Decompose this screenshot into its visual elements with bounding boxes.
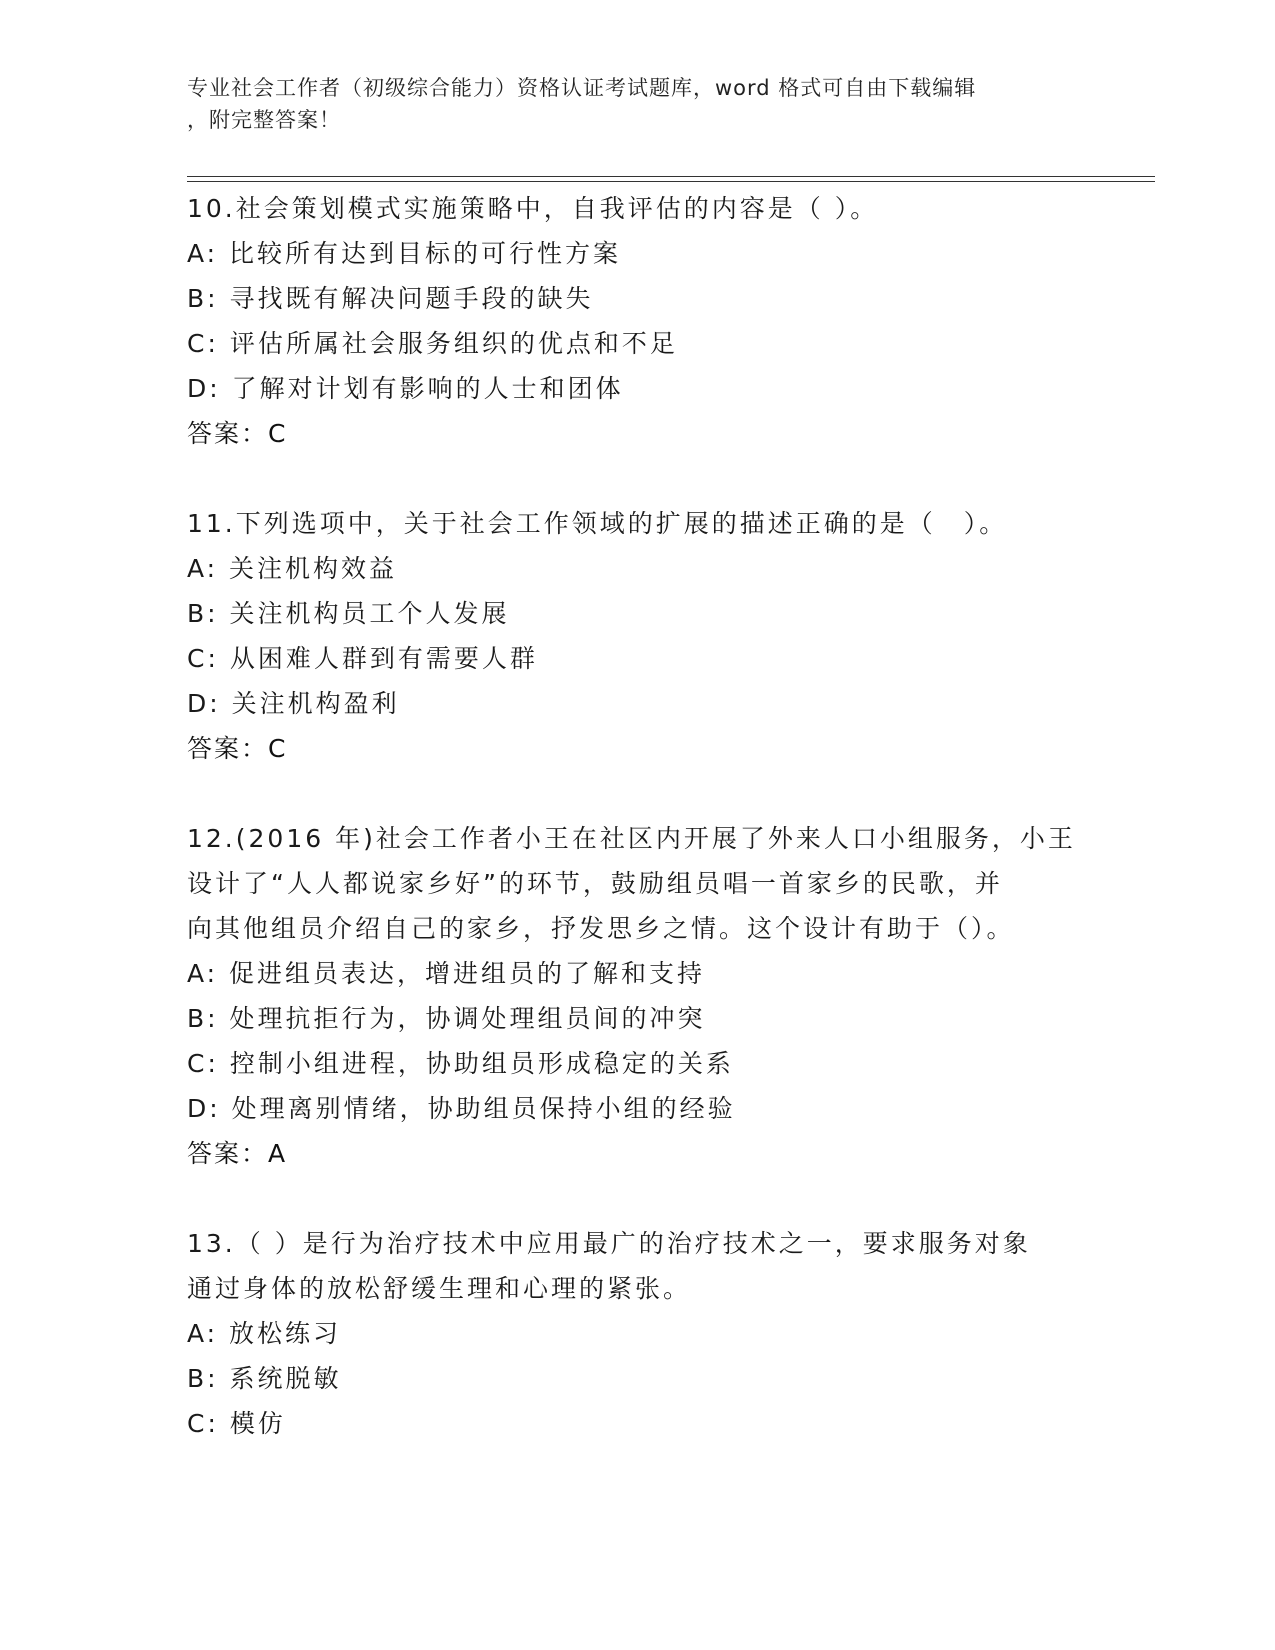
option-c: C: 模仿 <box>187 1409 286 1438</box>
option-c: C: 评估所属社会服务组织的优点和不足 <box>187 329 678 358</box>
question-stem-line-2: 通过身体的放松舒缓生理和心理的紧张。 <box>187 1274 692 1303</box>
option-b: B: 系统脱敏 <box>187 1364 342 1393</box>
answer: 答案：C <box>187 419 288 448</box>
answer: 答案：C <box>187 734 288 763</box>
option-d: D: 了解对计划有影响的人士和团体 <box>187 374 624 403</box>
option-a: A: 关注机构效益 <box>187 554 398 583</box>
header-title-line-1: 专业社会工作者（初级综合能力）资格认证考试题库，word 格式可自由下载编辑 <box>187 76 977 100</box>
option-b: B: 处理抗拒行为，协调处理组员间的冲突 <box>187 1004 706 1033</box>
question-stem-line-3: 向其他组员介绍自己的家乡，抒发思乡之情。这个设计有助于（）。 <box>187 914 1015 943</box>
header-title-line-2: ，附完整答案！ <box>187 108 341 132</box>
question-stem-line-1: 13.（ ）是行为治疗技术中应用最广的治疗技术之一，要求服务对象 <box>187 1229 1031 1258</box>
option-b: B: 关注机构员工个人发展 <box>187 599 510 628</box>
question-stem: 11.下列选项中，关于社会工作领域的扩展的描述正确的是（ ）。 <box>187 509 1008 538</box>
answer: 答案：A <box>187 1139 288 1168</box>
question-stem-line-1: 12.(2016 年)社会工作者小王在社区内开展了外来人口小组服务，小王 <box>187 824 1076 853</box>
option-a: A: 放松练习 <box>187 1319 342 1348</box>
question-stem: 10.社会策划模式实施策略中，自我评估的内容是（ ）。 <box>187 194 879 223</box>
header-divider-top <box>187 176 1155 177</box>
option-c: C: 从困难人群到有需要人群 <box>187 644 538 673</box>
header-divider-bottom <box>187 181 1155 182</box>
question-list <box>187 186 1087 1491</box>
option-d: D: 处理离别情绪，协助组员保持小组的经验 <box>187 1094 736 1123</box>
option-c: C: 控制小组进程，协助组员形成稳定的关系 <box>187 1049 734 1078</box>
document-header <box>187 72 1087 136</box>
option-a: A: 比较所有达到目标的可行性方案 <box>187 239 622 268</box>
question-stem-line-2: 设计了“人人都说家乡好”的环节，鼓励组员唱一首家乡的民歌，并 <box>187 869 1003 898</box>
question-10 <box>187 186 1087 456</box>
option-b: B: 寻找既有解决问题手段的缺失 <box>187 284 594 313</box>
option-a: A: 促进组员表达，增进组员的了解和支持 <box>187 959 706 988</box>
option-d: D: 关注机构盈利 <box>187 689 400 718</box>
question-11 <box>187 501 1087 771</box>
question-12 <box>187 816 1087 1176</box>
question-13 <box>187 1221 1087 1446</box>
